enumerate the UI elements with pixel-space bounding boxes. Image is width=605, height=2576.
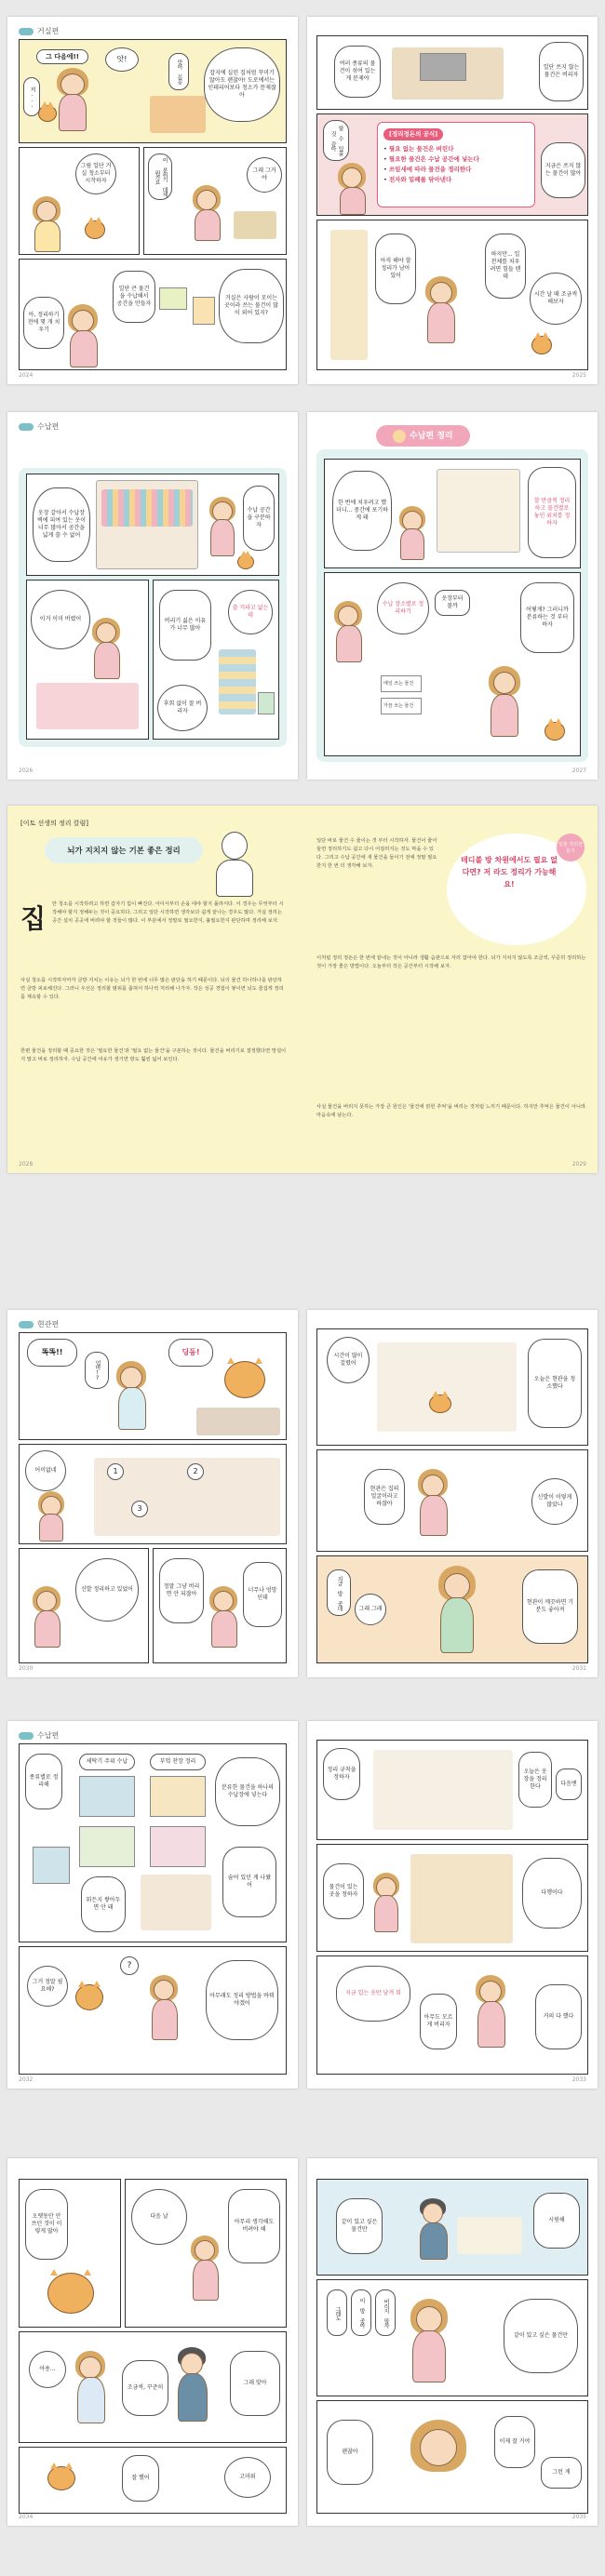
comic-panel [316,2400,588,2514]
speech-bubble: 다행이다 [522,1858,582,1929]
chapter-icon [19,423,34,431]
comic-panel [125,2179,287,2328]
speech-bubble: 정말 그냥 버리면 안 되잖아 [159,1558,204,1623]
speech-bubble: 너무나 엉망인데 [243,1562,282,1627]
storage-box [33,1847,70,1884]
speech-bubble: 아, 정리하기 전에 몇 개 치우기 [23,297,64,349]
speech-bubble: 딩동! [168,1339,213,1367]
spread-final [7,2158,598,2526]
speech-bubble: 후회 없이 잘 버리자 [157,685,208,731]
comic-panel [316,1844,588,1952]
spread-living-room [7,17,598,384]
highlight-text: 사실 물건을 버리지 못하는 가장 큰 원인은 '물건에 얽힌 추억'을 버리는 것처럼 느끼기 때문이다. 하지만 추억은 물건이 아니라 마음속에 남는다. [316,1104,586,1118]
label-card: 매일 쓰는 물건 [381,675,422,692]
speech-bubble: 고마워 [224,2457,271,2498]
speech-bubble: 신발이 이렇게 많았나 [531,1478,578,1525]
comic-panel [316,220,588,370]
rule-box [377,122,535,207]
speech-text: 버리지 말자 [383,2298,389,2328]
speech-bubble: 신발 정리하고 있었어 [75,1558,139,1622]
chapter-header: 수납편 [19,421,59,432]
speech-bubble: 거의 다 했다 [535,1984,582,2049]
page-number: 2033 [571,2076,586,2083]
page-right [307,1310,598,1677]
comic-panel [19,39,287,143]
column-spread [7,806,598,1173]
storage-box [79,1826,135,1867]
badge: 일본 정리전문가 [557,834,585,861]
speech-bubble: 시간이 많이 걸렸어 [327,1337,370,1383]
room-scene [373,1750,513,1830]
rule-item: • 필요한 물건은 수납 공간에 넣는다 [383,155,479,163]
shelf [330,230,368,360]
speech-bubble: 이제 잘 거야 [494,2416,535,2468]
speech-bubble: 아직 해야 할 정리가 남아 있어 [375,234,416,304]
speech-bubble: 그래 그거야 [247,157,282,193]
closet-shelf [141,1875,211,1930]
comic-panel [19,1946,287,2075]
comic-panel [153,580,279,740]
speech-bubble: 수납 공간을 구분하자 [243,486,275,551]
column-paragraph: 일단 바로 물건 수 줄이는 것 부터 시작하자. 물건이 줄어들면 정리하기도 쉽고 다시 어질러지는 것도 막을 수 있다. 그리고 수납 공간에 새 물건을 들이기 전에 정말 필요한지 한 번 더 생각해 보자. [316,838,437,869]
spread-entrance [7,1310,598,1677]
speech-bubble: 하지만... 일 전체를 치우려면 힘들 텐데 [485,234,526,299]
boxes [234,211,276,239]
cat-character [544,722,565,741]
chapter-icon [19,28,34,35]
messy-items [150,96,206,133]
cat-face-icon [393,430,406,443]
speech-bubble: 아용... [29,2351,66,2388]
comic-panel [19,1332,287,1440]
cat-character [47,2466,75,2490]
speech-bubble: 아무도 모르게 버리자 [420,1994,457,2049]
column-paragraph: 사실 청소를 시작하자마자 금방 지치는 이유는 뇌가 한 번에 너무 많은 판단을 하기 때문이다. 뇌의 물건 하나하나를 판단하면 금방 피로해진다. 그러니 우선은 정리할 범위를 좁혀서 하나씩 처리해 나가자. 작은 성공 경험이 쌓이면 뇌도 즐겁게 정리를 계속할 수 있다. [20,978,284,1000]
speech-text: 그래도 [334,2305,341,2320]
comic-panel [19,1743,287,1942]
comic-panel [316,1740,588,1840]
speech-bubble: 뭐든지 쌓아두면 안 돼 [81,1876,126,1932]
speech-bubble: 종류별로 정리해 [25,1754,62,1809]
label-bubble: 세탁기 주위 수납 [79,1754,135,1770]
cat-character [85,220,105,239]
speech-bubble: 오늘은 현관을 청소했다 [528,1339,582,1428]
page-number: 2028 [19,1161,34,1168]
speech-bubble: 버리기 싫은 이유가 너무 많아 [159,590,211,661]
question-mark: ? [120,1956,139,1975]
speech-bubble: 시간 날 때 조금씩 해보자 [530,273,582,325]
section-title-pill: 수납편 정리 [376,425,470,447]
comic-panel [19,2331,287,2443]
speech-bubble: 앗! [105,47,139,72]
page-right [307,1721,598,2089]
speech-bubble: 일단 쓰지 않는 물건은 버리자 [539,42,584,101]
speech-bubble: 똑똑!! [27,1339,77,1367]
speech-bubble: 같이 있고 싶은 물건만 [336,2198,383,2254]
page-right [307,2158,598,2526]
speech-bubble: 조금씩, 꾸준히 [122,2360,168,2416]
speech-bubble: 시원해 [533,2193,580,2249]
comic-panel [316,1328,588,1446]
spread-storage [7,412,598,780]
speech-text: 지금 방 좋네 [336,1575,343,1610]
rule-item: • 전자와 밀폐를 닦아낸다 [383,176,452,183]
speech-bubble: 잡지에 실린 집처럼 꾸미기 않아도 괜찮아! 도로에서는 인테리어보다 청소가 문제잖아 [204,47,280,122]
number-1: 1 [107,1463,124,1480]
comic-panel [19,147,140,255]
comic-panel [26,474,279,576]
column-heading: [이토 선생의 정리 칼럼] [20,820,88,827]
comic-panel [324,459,581,568]
speech-bubble: 아무래도 정리 방법을 바꿔야겠어 [206,1960,278,2040]
speech-text: 이 분위기 대체 뭔가요 [154,157,168,196]
comic-panel [316,1449,588,1552]
page-left [7,2158,298,2526]
cat-character [237,554,254,569]
chapter-header: 수납편 [19,1730,59,1741]
speech-bubble: 지금은 쓰지 않는 물건이 많아 [541,142,585,198]
page-number: 2034 [19,2514,34,2520]
speech-bubble: 여러 종류의 물건이 섞여 있는 게 문제야 [334,46,381,98]
comic-panel [316,1955,588,2075]
speech-bubble: 현관은 집의 얼굴이라고 하잖아 [364,1469,405,1525]
folded-shirts [219,649,256,714]
speech-bubble: 어이없네 [25,1450,66,1491]
phone-icon [258,692,275,714]
column-paragraph: 한편 물건을 정리할 때 중요한 것은 '필요한 물건'과 '필요 없는 물건'을 구분하는 것이다. 물건을 버리기로 결정했다면 망설이지 말고 바로 정리하자. 수납 공간에 여유가 생기면 방도 훨씬 넓어 보인다. [20,1048,287,1062]
speech-bubble: 그래 그래 [355,1594,386,1625]
speech-text: 이 방 좋아 [358,2298,365,2328]
comic-panel [143,147,287,255]
comic-panel [19,2447,287,2514]
rule-item: • 쓰임새에 따라 물건을 정리한다 [383,166,472,173]
comic-panel [19,1444,287,1544]
hanging-clothes [101,489,193,527]
bed [457,2217,522,2254]
speech-bubble: 정리 규칙을 정하자 [323,1748,360,1800]
speech-bubble: 숨어 있던 게 나왔어 [222,1847,276,1917]
page-number: 2026 [19,767,34,774]
entrance-scene [377,1342,517,1432]
speech-bubble: 다음엔 [556,1768,582,1800]
comic-panel [316,35,588,110]
speech-bubble: 그 다음에!! [36,49,88,64]
speech-bubble: 괜찮아 [327,2420,373,2485]
page-right [307,17,598,384]
page-number: 2035 [571,2514,586,2520]
page-number: 2032 [19,2076,34,2083]
cat-character [429,1395,451,1413]
comic-panel [19,259,287,370]
shoes [196,1408,280,1435]
comic-panel [19,2179,121,2328]
rule-item: • 필요 없는 물건은 버린다 [383,145,454,153]
speech-bubble: 일단 큰 물건을 수납해서 공간을 만들자 [113,271,155,323]
label-bubble: 부엌 찬장 정리 [150,1754,206,1770]
speech-bubble: 오랫동안 안 쓰던 것이 이렇게 많아 [25,2189,68,2260]
speech-bubble: 그래 맞아 [230,2351,280,2416]
speech-text: 엄마!? [94,1360,101,1381]
speech-bubble: 이거 이미 버렸어 [31,590,90,649]
page-left [7,17,298,384]
page-left [7,412,298,780]
speech-bubble: 옷장 같아서 수납장 벽에 피여 있는 옷이 너무 많아서 공간을 넓게 쓸 수 없어 [33,487,90,562]
speech-bubble: 오늘은 옷장을 정리한다 [518,1752,552,1808]
cat-character [75,1984,103,2010]
comic-panel [19,1548,149,1663]
page-left [7,1721,298,2089]
speech-bubble: 현관이 깨끗하면 기분도 좋아져 [522,1569,578,1644]
speech-text: 맞아 꽁꽁 [176,60,182,84]
chapter-icon [19,1732,34,1740]
dropcap: 집 [20,903,47,934]
column-paragraph: 안 청소를 시작하려고 하면 갑자기 힘이 빠진다. 어디서부터 손을 대야 할지 몰라서다. 이 경우는 무엇부터 시작해야 할지 정해두는 것이 중요하다. 그리고 일단 시작하면 생각보다 쉽게 끝나는 경우도 많다. 거실 정리는 공간 설치 곳곳에 버려야 할 것들이 많다. 이 부분에서 정말로 필요한지, 불필요한지 판단하며 정리해 보자. [52,901,284,924]
number-3: 3 [131,1501,148,1517]
speech-bubble: 그런 게 [541,2457,582,2489]
speech-bubble: 어떻게? 그러니까 분류하는 것 부터 하자 [520,582,574,653]
chapter-header: 현관편 [19,1319,59,1329]
storage-box [79,1776,135,1817]
page-left [7,806,298,1173]
page-number: 2030 [19,1665,34,1672]
speech-bubble: 한 번에 치우려고 했더니... 중간에 포기하게 돼 [332,471,392,551]
page-number: 2029 [571,1161,586,1168]
clothes-pile [36,683,139,729]
comic-panel [324,572,581,756]
page-number: 2025 [571,372,586,379]
comic-panel [26,580,149,740]
chapter-icon [19,1321,34,1328]
cleaning-supplies [193,297,215,325]
speech-bubble: 거실은 사람이 모이는 곳이라 쓰는 물건이 많이 외어 있지? [219,269,284,343]
speech-bubble: 다음 날 [131,2189,187,2245]
page-number: 2027 [571,767,586,774]
speech-bubble: 쓸 거라고 없는데 [228,590,273,634]
comic-panel [316,2279,588,2396]
spread-storage-2 [7,1721,598,2089]
cleaning-supplies [159,287,187,310]
pull-quote: 테디볼 방 차원에서도 필요 없다면? 저 라도 정리가 가능해요! [461,856,558,888]
page-right [307,412,598,780]
column-paragraph: 이처럼 정리 정돈은 한 번에 끝내는 것이 아니라 생활 습관으로 자리 잡아야 한다. 뇌가 지치지 않도록 조금씩, 꾸준히 정리하는 것이 가장 좋은 방법이다. 오늘부터 작은 공간부터 시작해 보자. [316,955,586,969]
storage-box [150,1826,206,1867]
chapter-header: 거실편 [19,26,59,36]
speech-bubble: 지금 입는 옷만 남겨 둬 [336,1966,410,2022]
page-right [307,806,598,1173]
tv-icon [420,53,466,81]
speech-bubble: 수납 장소별로 정리하기 [377,582,429,634]
page-number: 2031 [571,1665,586,1672]
speech-bubble: 분류한 물건을 하나의 수납장에 넣는다 [215,1757,280,1826]
storage-box [150,1776,206,1817]
column-title: 뇌가 지치지 않는 기본 좋은 정리 [45,837,203,863]
cat-character [38,105,57,122]
rule-box-title: [정리정돈의 공식] [383,128,443,140]
speech-bubble: 같이 있고 싶은 물건만 [504,2299,578,2373]
speech-bubble: 그림 일단 거실 청소부터 시작하자 [75,153,116,194]
speech-bubble: 아무리 생각해도 버려야 해 [228,2189,280,2263]
comic-panel [316,1555,588,1663]
wardrobe [410,1854,513,1943]
comic-panel [153,1548,287,1663]
speech-bubble: 옷장부터 볼까 [435,590,470,616]
shelf-unit [437,469,520,553]
cat-character [531,336,552,354]
cat-character [47,2273,94,2314]
speech-text: 저... [29,86,35,108]
page-left [7,1310,298,1677]
page-number: 2024 [19,372,34,379]
speech-bubble: 물건이 있는 곳을 정하자 [323,1863,364,1919]
comic-panel [316,2179,588,2276]
speech-bubble: 그거 정말 필요해? [27,1966,68,2007]
cat-character [224,1361,265,1398]
speech-text: 할 수 있을 것 같아 [329,126,343,155]
number-2: 2 [187,1463,204,1480]
speech-bubble: 할 만큼씩 정리하고 물건별로 놓인 위치를 정하자 [528,467,576,558]
label-card: 가끔 쓰는 물건 [381,698,422,714]
comic-panel [316,113,588,216]
speech-bubble: 잘 했어 [122,2455,159,2502]
